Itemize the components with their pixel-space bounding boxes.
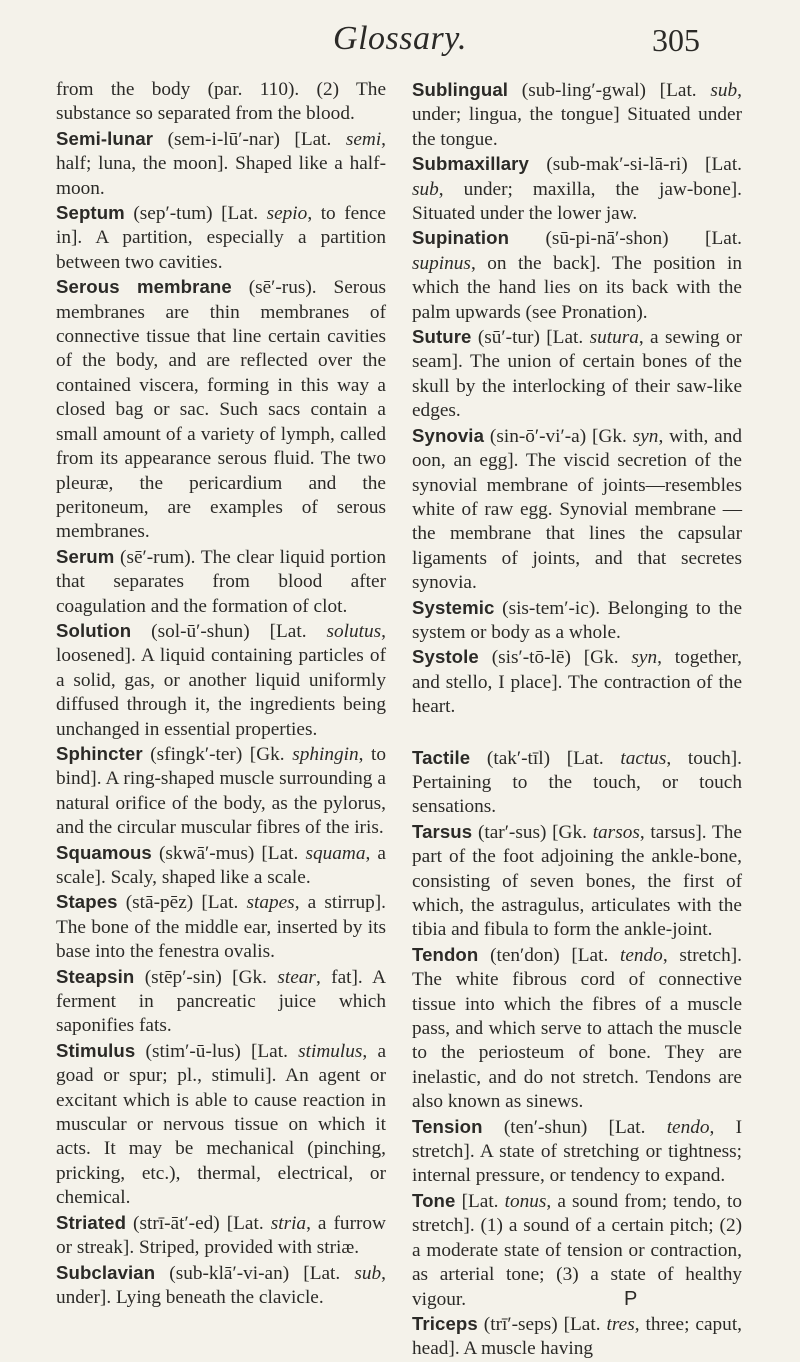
definition: , under; maxilla, the jaw-bone]. Situated under the lower jaw.	[412, 178, 742, 225]
glossary-entry	[56, 619, 386, 742]
glossary-entry	[56, 78, 386, 127]
headword: Serous membrane	[56, 276, 232, 298]
definition: , with, and oon, an egg]. The viscid secretion of the synovial membrane of joints—resembles white of raw egg. Synovial membrane — the membrane that lines the capsular ligaments of joints, and that secretes synovia.	[412, 425, 742, 594]
glossary-entry	[412, 325, 742, 424]
pronunciation: (tak′-tīl) [Lat.	[470, 747, 621, 769]
definition: , stretch]. The white fibrous cord of connective tissue into which the fibres of a muscle pass, and which serve to attach the muscle to the periosteum of bone. They are inelastic, and do not stretch. Tendons are also known as sinews.	[412, 944, 742, 1113]
etymon: sub	[412, 178, 439, 200]
headword: Systemic	[412, 596, 495, 618]
headword: Septum	[56, 202, 125, 224]
pronunciation: (ten′don) [Lat.	[478, 944, 620, 966]
headword: Serum	[56, 545, 115, 567]
etymon: sepio	[266, 203, 308, 225]
headword: Supination	[412, 227, 510, 249]
pronunciation: (sem-i-lū′-nar) [Lat.	[153, 128, 346, 150]
pronunciation: (sep′-tum) [Lat.	[124, 203, 267, 225]
headword: Tone	[412, 1189, 456, 1211]
definition: , a scale]. Scaly, shaped like a scale.	[56, 842, 386, 888]
glossary-entry	[412, 943, 742, 1115]
definition: The clear liquid portion that separates from blood after coagulation and the formation of clot.	[56, 546, 386, 617]
etymon: tactus	[620, 747, 667, 769]
pronunciation: (sē′-rum).	[114, 546, 201, 568]
glossary-entry	[56, 841, 386, 891]
etymon: tendo	[666, 1116, 710, 1138]
right-column	[412, 78, 742, 1362]
headword: Sublingual	[412, 79, 509, 100]
pronunciation: (tar′-sus) [Gk.	[472, 821, 593, 843]
headword: Stapes	[56, 891, 118, 913]
glossary-entry	[412, 1115, 742, 1189]
pronunciation: (sol-ū′-shun) [Lat.	[131, 620, 327, 642]
etymon: tonus	[504, 1190, 547, 1212]
glossary-entry	[412, 226, 742, 325]
headword: Subclavian	[56, 1261, 156, 1283]
running-header	[0, 8, 800, 68]
definition: , a stirrup]. The bone of the middle ear, inserted by its base into the fenestra ovalis.	[56, 892, 386, 963]
definition: , under]. Lying beneath the clavicle.	[56, 1262, 386, 1308]
pronunciation: (sū-pi-nā′-shon) [Lat.	[509, 228, 742, 250]
glossary-entry	[56, 275, 386, 544]
definition: , fat]. A ferment in pancreatic juice which saponifies fats.	[56, 966, 386, 1037]
glossary-entry	[56, 742, 386, 841]
definition: , together, and stello, I place]. The contraction of the heart.	[412, 647, 742, 718]
headword: Suture	[412, 326, 472, 348]
etymon: syn	[632, 425, 659, 447]
definition: , tarsus]. The part of the foot adjoining the ankle-bone, consisting of seven bones, the first of which, the astragulus, articulates with the tibia and fibula to form the ankle-joint.	[412, 821, 742, 941]
etymon: tendo	[619, 944, 663, 966]
etymon: sphingin	[292, 743, 359, 765]
glossary-entry	[56, 890, 386, 964]
pronunciation: (sub-mak′-si-lā-ri) [Lat.	[528, 154, 742, 176]
definition: , to fence in]. A partition, especially a partition between two cavities.	[56, 203, 386, 273]
glossary-entry	[412, 596, 742, 646]
pronunciation: (sē′-rus).	[231, 277, 334, 299]
headword: Triceps	[412, 1312, 478, 1334]
pronunciation: (stēp′-sin) [Gk.	[134, 966, 278, 988]
definition: , I stretch]. A state of stretching or tightness; internal pressure, or tendency to expand.	[412, 1116, 742, 1187]
glossary-entry	[56, 965, 386, 1039]
pronunciation: (sin-ō′-vi′-a) [Gk.	[484, 425, 633, 447]
glossary-entry	[56, 201, 386, 275]
definition: , to bind]. A ring-shaped muscle surrounding a natural orifice of the body, as the pylorus, and the circular muscular fibres of the iris.	[56, 743, 386, 839]
running-title: Glossary.	[333, 20, 467, 57]
etymon: syn	[631, 647, 658, 669]
etymon: stear	[277, 966, 316, 988]
pronunciation: (sis′-tō-lē) [Gk.	[478, 647, 632, 669]
glossary-entry	[412, 424, 742, 596]
etymon: stimulus	[298, 1040, 363, 1062]
etymon: supinus	[412, 252, 471, 274]
definition: , touch]. Pertaining to the touch, or touch sensations.	[412, 747, 742, 818]
headword: Stimulus	[56, 1039, 136, 1061]
glossary-entry	[56, 1211, 386, 1261]
pronunciation: (trī′-seps) [Lat.	[477, 1313, 607, 1335]
etymon: sub	[354, 1262, 382, 1284]
pronunciation: [Lat.	[455, 1190, 505, 1212]
pronunciation: (stā-pēz) [Lat.	[117, 892, 247, 914]
glossary-entry	[412, 1312, 742, 1362]
headword: Tension	[412, 1115, 483, 1137]
definition: , under; lingua, the tongue] Situated under the tongue.	[412, 80, 742, 150]
definition: , a sound from; tendo, to stretch]. (1) a sound of a certain pitch; (2) a moderate state of tension or contraction, as arterial tone; (3) a state of healthy vigour.	[412, 1190, 742, 1310]
signature-mark: P	[624, 1288, 638, 1310]
glossary-entry	[412, 820, 742, 943]
page-number: 305	[652, 22, 700, 58]
etymon: stapes	[246, 892, 295, 914]
etymon: tarsos	[592, 821, 640, 843]
headword: Submaxillary	[412, 153, 529, 175]
pronunciation: (sfingk′-ter) [Gk.	[142, 743, 293, 765]
definition: from the body (par. 110). (2) The substance so separated from the blood.	[56, 79, 386, 125]
headword: Tactile	[412, 746, 471, 768]
glossary-entry	[56, 545, 386, 619]
headword: Sphincter	[56, 742, 143, 764]
pronunciation: (strī-āt′-ed) [Lat.	[126, 1212, 271, 1234]
definition: , a goad or spur; pl., stimuli]. An agent or excitant which is able to cause reaction in muscular or nervous tissue on which it acts. It may be mechanical (pinching, pricking, etc.), thermal, electrical, or chemical.	[56, 1040, 386, 1209]
definition: , loosened]. A liquid containing particles of a solid, gas, or another liquid uniformly diffused through it, the ingredients being unchanged in essential properties.	[56, 620, 386, 740]
glossary-entry	[56, 1039, 386, 1211]
definition: , half; luna, the moon]. Shaped like a half-moon.	[56, 128, 386, 199]
pronunciation: (skwā′-mus) [Lat.	[151, 842, 306, 864]
headword: Synovia	[412, 424, 485, 446]
etymon: tres	[606, 1313, 635, 1335]
pronunciation: (sub-ling′-gwal) [Lat.	[508, 80, 711, 101]
glossary-entry	[412, 645, 742, 719]
definition: , a furrow or streak]. Striped, provided with striæ.	[56, 1212, 386, 1259]
headword: Semi-lunar	[56, 127, 154, 149]
etymon: sub	[710, 80, 738, 101]
definition: Serous membranes are thin membranes of connective tissue that line certain cavities of the body, and are reflected over the contained viscera, forming in this way a closed bag or sac. Such sacs contain a small amount of a variety of lymph, called from its appearance serous fluid. The two pleuræ, the pericardium and the peritoneum, are examples of serous membranes.	[56, 277, 386, 543]
glossary-entry	[56, 127, 386, 201]
pronunciation: (sū′-tur) [Lat.	[471, 327, 590, 349]
glossary-entry	[412, 1189, 742, 1312]
headword: Tendon	[412, 943, 479, 965]
definition: , on the back]. The position in which the hand lies on its back with the palm upwards (see Pronation).	[412, 252, 742, 323]
headword: Solution	[56, 619, 132, 641]
glossary-entry	[56, 1261, 386, 1311]
headword: Systole	[412, 646, 479, 668]
pronunciation: (sis-tem′-ic).	[494, 597, 608, 619]
left-column	[56, 78, 386, 1310]
definition: , three; caput, head]. A muscle having	[412, 1313, 742, 1360]
glossary-entry	[412, 78, 742, 152]
etymon: sutura	[589, 327, 639, 349]
definition: Belonging to the system or body as a whole.	[412, 597, 742, 643]
etymon: semi	[345, 128, 382, 150]
pronunciation: (stim′-ū-lus) [Lat.	[135, 1040, 299, 1062]
headword: Squamous	[56, 841, 152, 863]
etymon: squama	[305, 842, 366, 864]
etymon: solutus	[326, 620, 382, 642]
definition: , a sewing or seam]. The union of certain bones of the skull by the interlocking of their saw-like edges.	[412, 327, 743, 422]
etymon: stria	[270, 1212, 307, 1234]
pronunciation: (ten′-shun) [Lat.	[482, 1116, 667, 1138]
headword: Tarsus	[412, 820, 473, 842]
glossary-entry	[412, 746, 742, 820]
headword: Steapsin	[56, 965, 135, 987]
headword: Striated	[56, 1211, 127, 1233]
glossary-entry	[412, 152, 742, 226]
pronunciation: (sub-klā′-vi-an) [Lat.	[155, 1262, 355, 1284]
